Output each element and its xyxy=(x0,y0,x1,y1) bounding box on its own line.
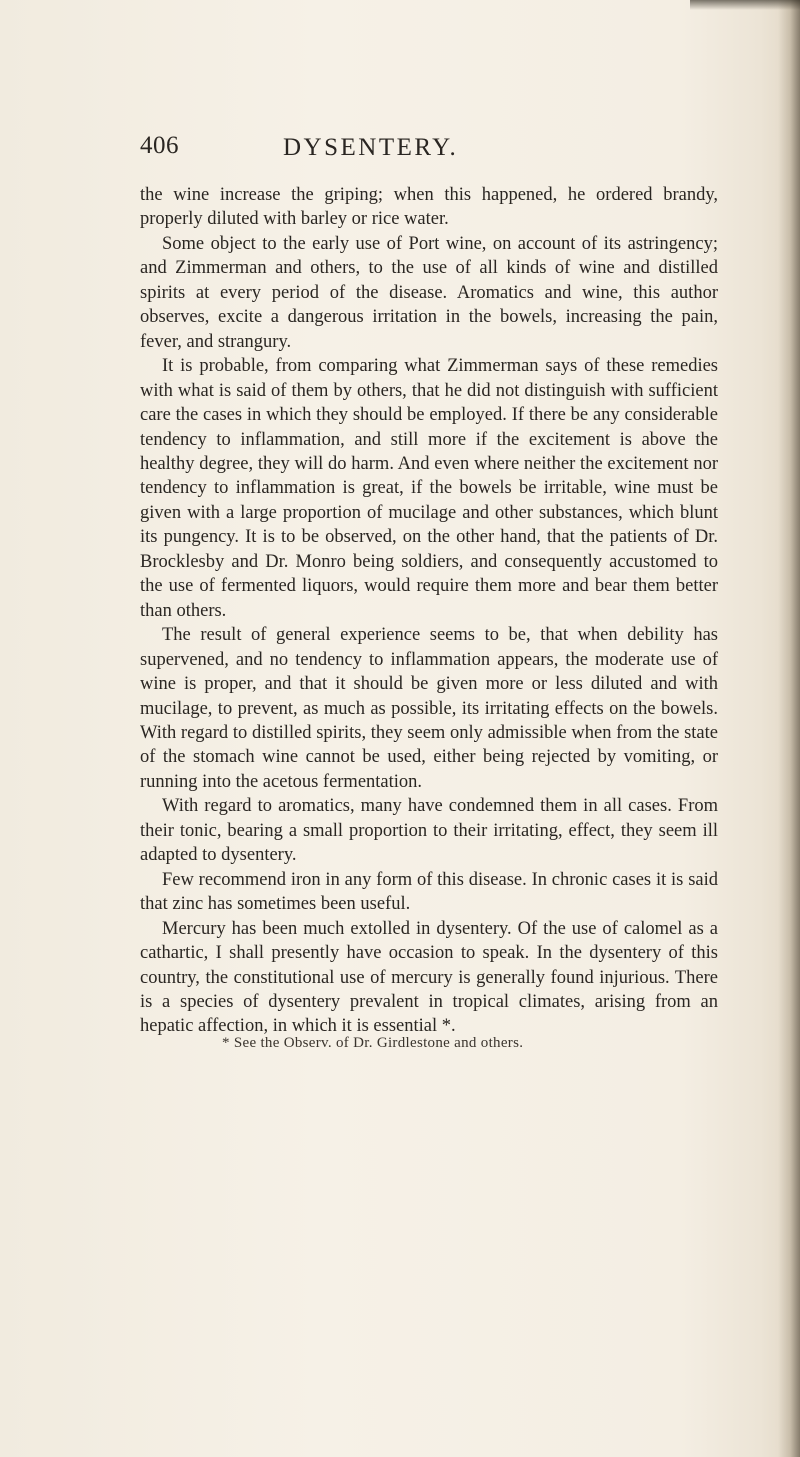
paragraph-4: The result of general experience seems to be, that when debility has supervened, and no tendency to inflammation appears, the moderate use of wine is proper, and that it should be given more or less diluted and with mucilage, to prevent, as much as possible, its irritating effects on the bowels. With regard to distilled spirits, they seem only admissible when from the state of the stomach wine cannot be used, either being rejected by vomiting, or running into the acetous fermentation. xyxy=(140,625,718,792)
footnote: * See the Observ. of Dr. Girdlestone and others. xyxy=(222,1035,524,1051)
running-head: DYSENTERY. xyxy=(283,134,459,161)
paragraph-7: Mercury has been much extolled in dysentery. Of the use of calomel as a cathartic, I shall presently have occasion to speak. In the dysentery of this country, the constitutional use of mercury is generally found injurious. There is a species of dysentery prevalent in tropical climates, arising from an hepatic affection, in which it is essential *. xyxy=(140,918,718,1037)
paragraph-5: With regard to aromatics, many have condemned them in all cases. From their tonic, bearing a small proportion to their irritating, effect, they seem ill adapted to dysentery. xyxy=(140,796,718,866)
body-text xyxy=(140,183,718,1039)
paragraph-6: Few recommend iron in any form of this disease. In chronic cases it is said that zinc has sometimes been useful. xyxy=(140,869,718,915)
paragraph-1: the wine increase the griping; when this happened, he ordered brandy, properly diluted with barley or rice water. xyxy=(140,185,718,230)
page-number: 406 xyxy=(140,132,179,159)
paragraph-2: Some object to the early use of Port wine, on account of its astringency; and Zimmerman and others, to the use of all kinds of wine and distilled spirits at every period of the disease. Aromatics and wine, this author observes, excite a dangerous irritation in the bowels, increasing the pain, fever, and strangury. xyxy=(140,233,718,352)
page-corner-shadow xyxy=(690,0,800,10)
page-header xyxy=(140,132,720,172)
page-edge-shadow xyxy=(778,0,800,1457)
paragraph-3: It is probable, from comparing what Zimmerman says of these remedies with what is said of them by others, that he did not distinguish with sufficient care the cases in which they should be employed. If there be any considerable tendency to inflammation, and still more if the excitement is above the healthy degree, they will do harm. And even where neither the excitement nor tendency to inflammation is great, if the bowels be irritable, wine must be given with a large proportion of mucilage and other substances, which blunt its pungency. It is to be observed, on the other hand, that the patients of Dr. Brocklesby and Dr. Monro being soldiers, and consequently accustomed to the use of fermented liquors, would require them more and bear them better than others. xyxy=(140,356,718,621)
